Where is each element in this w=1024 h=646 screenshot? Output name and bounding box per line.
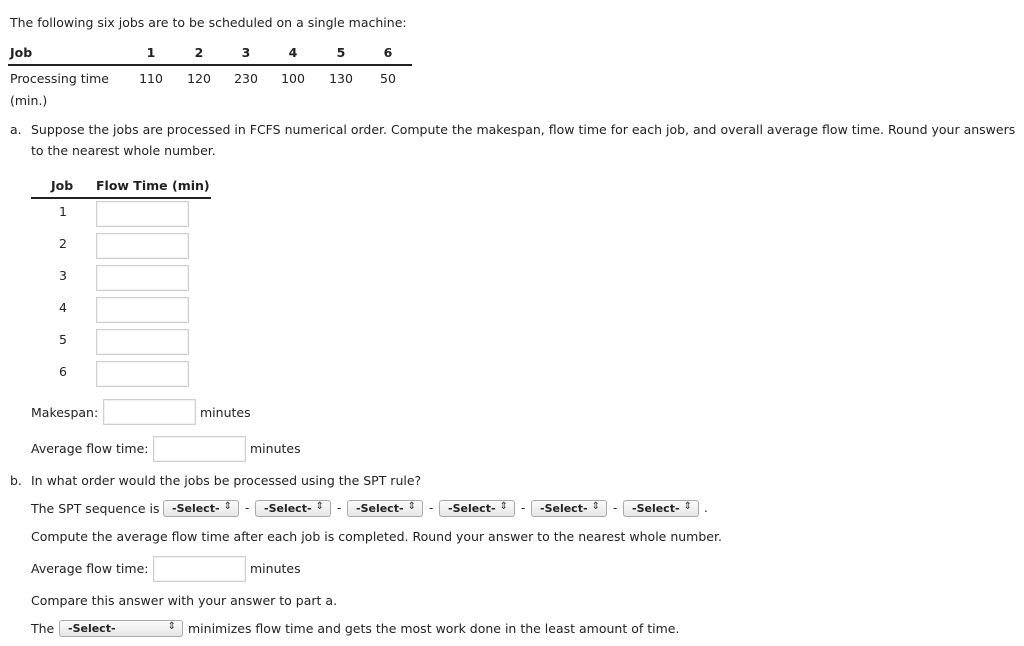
spt-sequence-label: The SPT sequence is (31, 501, 160, 516)
processing-time-value: 130 (329, 71, 353, 86)
flow-table-job: 5 (59, 332, 67, 347)
part-b-marker: b. (10, 473, 22, 488)
job-number: 6 (383, 45, 393, 60)
sequence-separator: - (613, 501, 618, 515)
updown-arrow-icon: ⇕ (315, 501, 324, 512)
select-label: -Select- (632, 502, 680, 515)
job-number: 4 (288, 45, 298, 60)
flow-time-input-job-3[interactable] (96, 265, 189, 291)
updown-arrow-icon: ⇕ (591, 501, 600, 512)
conclusion-suffix: minimizes flow time and gets the most work done in the least amount of time. (188, 621, 680, 636)
job-number: 3 (241, 45, 251, 60)
flow-table-job: 4 (59, 300, 67, 315)
part-a-question-line2: to the nearest whole number. (31, 143, 216, 158)
job-number: 1 (146, 45, 156, 60)
conclusion-prefix: The (31, 621, 55, 636)
part-b-question: In what order would the jobs be processed using the SPT rule? (31, 473, 422, 488)
flow-table-job: 6 (59, 364, 67, 379)
spt-select-3[interactable] (347, 500, 423, 517)
makespan-input[interactable] (103, 399, 196, 425)
processing-time-value: 230 (234, 71, 258, 86)
part-a-avg-flow-input[interactable] (153, 436, 246, 462)
processing-time-label: Processing time (10, 71, 109, 86)
job-number: 5 (336, 45, 346, 60)
part-a-marker: a. (10, 122, 22, 137)
sequence-separator: - (337, 501, 342, 515)
select-label: -Select- (68, 622, 116, 635)
sequence-period: . (704, 501, 708, 515)
makespan-label: Makespan: (31, 405, 99, 420)
updown-arrow-icon: ⇕ (683, 501, 692, 512)
part-b-compute-text: Compute the average flow time after each job is completed. Round your answer to the nearest whole number. (31, 529, 722, 544)
job-number: 2 (194, 45, 204, 60)
makespan-unit: minutes (200, 405, 251, 420)
compare-text: Compare this answer with your answer to part a. (31, 593, 338, 608)
spt-select-1[interactable] (163, 500, 239, 517)
part-a-avg-flow-unit: minutes (250, 441, 301, 456)
processing-time-unit: (min.) (10, 93, 48, 108)
part-b-avg-flow-unit: minutes (250, 561, 301, 576)
sequence-separator: - (429, 501, 434, 515)
part-b-avg-flow-input[interactable] (153, 556, 246, 582)
sequence-separator: - (521, 501, 526, 515)
part-a-question-line1: Suppose the jobs are processed in FCFS numerical order. Compute the makespan, flow time for each job, and overall average flow time. Round your answers (31, 122, 1016, 137)
spt-select-6[interactable] (623, 500, 699, 517)
part-b-avg-flow-label: Average flow time: (31, 561, 149, 576)
select-label: -Select- (356, 502, 404, 515)
table-header-rule (8, 64, 412, 66)
select-label: -Select- (172, 502, 220, 515)
processing-time-value: 110 (139, 71, 163, 86)
flow-time-input-job-2[interactable] (96, 233, 189, 259)
processing-time-value: 100 (281, 71, 305, 86)
updown-arrow-icon: ⇕ (223, 501, 232, 512)
flow-table-job: 3 (59, 268, 67, 283)
updown-arrow-icon: ⇕ (407, 501, 416, 512)
sequence-separator: - (245, 501, 250, 515)
select-label: -Select- (264, 502, 312, 515)
updown-arrow-icon: ⇕ (167, 621, 176, 632)
flow-time-input-job-6[interactable] (96, 361, 189, 387)
spt-select-5[interactable] (531, 500, 607, 517)
flow-table-flow-header: Flow Time (min) (96, 178, 210, 193)
flow-time-input-job-5[interactable] (96, 329, 189, 355)
spt-select-4[interactable] (439, 500, 515, 517)
select-label: -Select- (448, 502, 496, 515)
processing-time-value: 120 (187, 71, 211, 86)
flow-time-input-job-1[interactable] (96, 201, 189, 227)
flow-table-job-header: Job (51, 178, 74, 193)
flow-time-input-job-4[interactable] (96, 297, 189, 323)
part-a-avg-flow-label: Average flow time: (31, 441, 149, 456)
select-label: -Select- (540, 502, 588, 515)
spt-select-2[interactable] (255, 500, 331, 517)
flow-table-job: 2 (59, 236, 67, 251)
conclusion-rule-select[interactable] (59, 620, 183, 637)
processing-time-value: 50 (380, 71, 396, 86)
updown-arrow-icon: ⇕ (499, 501, 508, 512)
job-header-label: Job (10, 45, 33, 60)
intro-text: The following six jobs are to be scheduled on a single machine: (10, 15, 407, 30)
flow-table-job: 1 (59, 204, 67, 219)
flow-table-header-rule (31, 197, 211, 199)
